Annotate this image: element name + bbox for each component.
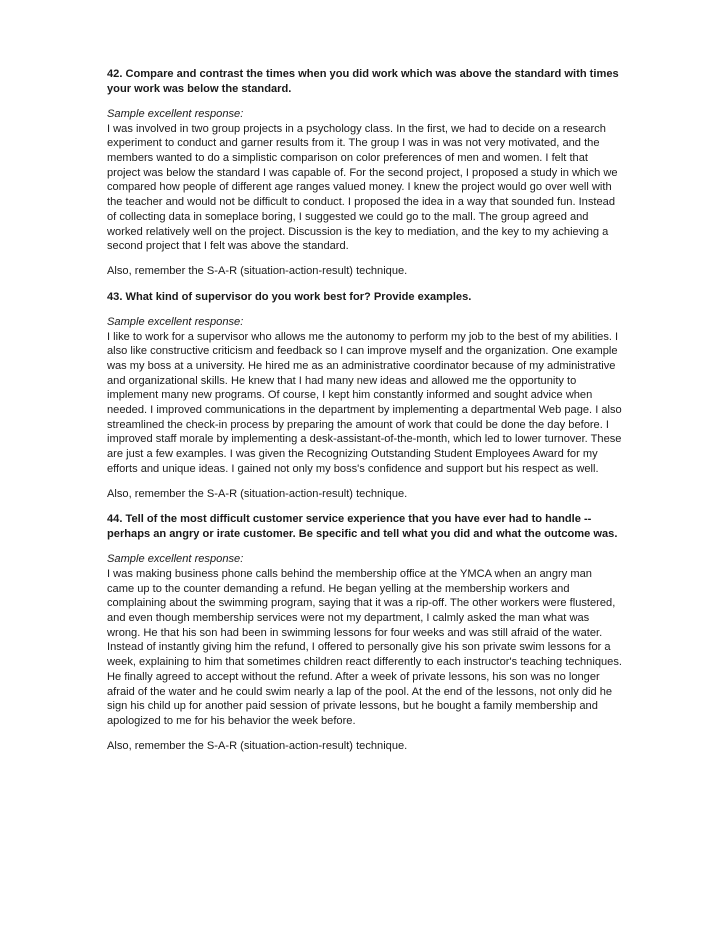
sample-response-label: Sample excellent response: bbox=[107, 315, 244, 328]
question-42: 42. Compare and contrast the times when you did work which was above the standard with times your work was below the standard. bbox=[107, 68, 619, 95]
sar-reminder: Also, remember the S-A-R (situation-action-result) technique. bbox=[107, 488, 408, 501]
sample-response-label: Sample excellent response: bbox=[107, 553, 244, 566]
sample-response-label: Sample excellent response: bbox=[107, 107, 244, 120]
sample-response-text: I was making business phone calls behind the membership office at the YMCA when an angry man came up to the counter demanding a refund. He began yelling at the membership workers and complaining about the swimming program, saying that it was a rip-off. The other workers were flustered, and even though membership services were not my department, I calmly asked the man what was wrong. He that his son had been in swimming lessons for four weeks and was still afraid of the water. Instead of instantly giving him the refund, I offered to personally give his son private swim lessons for a week, explaining to him that sometimes children react differently to each instructor's teaching techniques. He finally agreed to accept without the refund. After a week of private lessons, his son was no longer afraid of the water and he could swim nearly a lap of the pool. At the end of the lessons, not only did he sign his child up for another paid session of private lessons, but he bought a family membership and apologized to me for his behavior the week before. bbox=[107, 567, 622, 727]
sample-response-44 bbox=[107, 552, 622, 728]
sar-reminder: Also, remember the S-A-R (situation-action-result) technique. bbox=[107, 740, 408, 753]
sample-response-43 bbox=[107, 315, 622, 477]
document-body bbox=[107, 67, 622, 764]
question-44: 44. Tell of the most difficult customer service experience that you have ever had to handle -- perhaps an angry or irate customer. Be specific and tell what you did and what the outcome was. bbox=[107, 513, 618, 540]
sample-response-text: I was involved in two group projects in a psychology class. In the first, we had to decide on a research experiment to conduct and garner results from it. The group I was in was not very motivated, and the members wanted to do a simplistic comparison on color preferences of men and women. I felt that project was below the standard I was capable of. For the second project, I proposed a study in which we compared how people of different age ranges valued money. I knew the project would go over well with the teacher and would not be difficult to conduct. I proposed the idea in a way that sounded fun. Instead of collecting data in someplace boring, I suggested we could go to the mall. The group agreed and worked relatively well on the project. Discussion is the key to mediation, and the key to my achieving a second project that I felt was above the standard. bbox=[107, 122, 618, 253]
sar-reminder: Also, remember the S-A-R (situation-action-result) technique. bbox=[107, 265, 408, 278]
sample-response-text: I like to work for a supervisor who allows me the autonomy to perform my job to the best of my abilities. I also like constructive criticism and feedback so I can improve myself and the organization. One example was my boss at a university. He hired me as an administrative coordinator because of my administrative and organizational skills. He knew that I had many new ideas and allowed me the opportunity to implement many new programs. Of course, I kept him constantly informed and sought advice when needed. I improved communications in the department by implementing a departmental Web page. I also streamlined the check-in process by preparing the amount of work that could be done the day before. I improved staff morale by implementing a desk-assistant-of-the-month, which led to lower turnover. These are just a few examples. I was given the Recognizing Outstanding Student Employees Award for my efforts and unique ideas. I gained not only my boss's confidence and support but his respect as well. bbox=[107, 330, 622, 475]
question-43: 43. What kind of supervisor do you work best for? Provide examples. bbox=[107, 290, 472, 303]
sample-response-42 bbox=[107, 107, 622, 254]
